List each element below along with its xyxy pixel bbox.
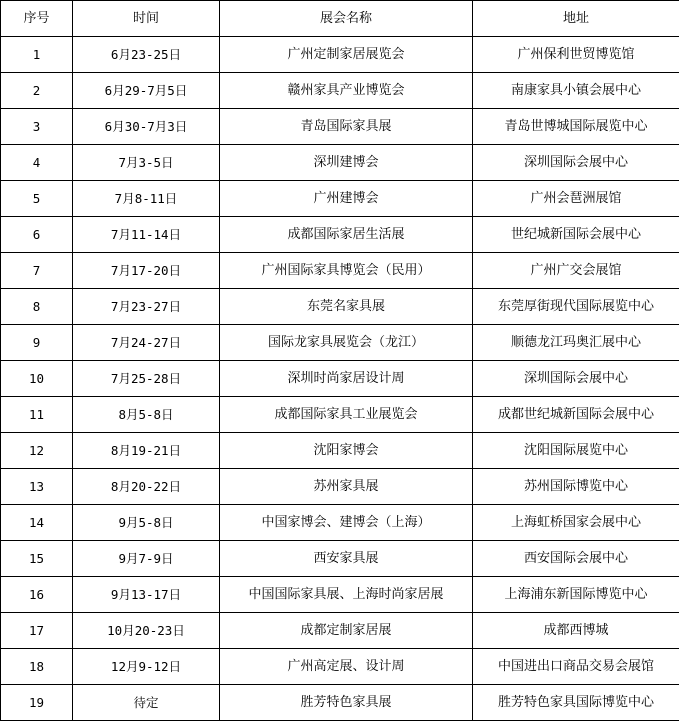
cell-date: 10月20-23日 (73, 613, 220, 649)
table-row (1, 289, 679, 325)
header-name: 展会名称 (220, 1, 473, 37)
cell-index: 8 (1, 289, 73, 325)
cell-address: 顺德龙江玛奥汇展中心 (473, 325, 679, 361)
cell-index: 1 (1, 37, 73, 73)
cell-name: 青岛国际家具展 (220, 109, 473, 145)
cell-index: 2 (1, 73, 73, 109)
cell-name: 广州国际家具博览会（民用） (220, 253, 473, 289)
cell-index: 6 (1, 217, 73, 253)
cell-index: 18 (1, 649, 73, 685)
cell-address: 南康家具小镇会展中心 (473, 73, 679, 109)
header-row (1, 1, 679, 37)
table-row (1, 685, 679, 721)
cell-address: 世纪城新国际会展中心 (473, 217, 679, 253)
cell-name: 广州建博会 (220, 181, 473, 217)
cell-date: 8月19-21日 (73, 433, 220, 469)
cell-index: 14 (1, 505, 73, 541)
cell-date: 12月9-12日 (73, 649, 220, 685)
cell-address: 广州保利世贸博览馆 (473, 37, 679, 73)
cell-index: 16 (1, 577, 73, 613)
cell-address: 中国进出口商品交易会展馆 (473, 649, 679, 685)
table-row (1, 505, 679, 541)
table-row (1, 145, 679, 181)
cell-name: 深圳时尚家居设计周 (220, 361, 473, 397)
cell-index: 3 (1, 109, 73, 145)
cell-name: 西安家具展 (220, 541, 473, 577)
cell-address: 成都西博城 (473, 613, 679, 649)
cell-index: 5 (1, 181, 73, 217)
table-row (1, 37, 679, 73)
cell-date: 7月23-27日 (73, 289, 220, 325)
cell-address: 深圳国际会展中心 (473, 145, 679, 181)
cell-index: 11 (1, 397, 73, 433)
cell-index: 10 (1, 361, 73, 397)
cell-name: 苏州家具展 (220, 469, 473, 505)
cell-address: 苏州国际博览中心 (473, 469, 679, 505)
cell-name: 中国国际家具展、上海时尚家居展 (220, 577, 473, 613)
table-row (1, 397, 679, 433)
cell-date: 7月25-28日 (73, 361, 220, 397)
cell-name: 广州定制家居展览会 (220, 37, 473, 73)
cell-name: 胜芳特色家具展 (220, 685, 473, 721)
cell-address: 深圳国际会展中心 (473, 361, 679, 397)
cell-index: 17 (1, 613, 73, 649)
cell-name: 国际龙家具展览会（龙江） (220, 325, 473, 361)
table-row (1, 433, 679, 469)
header-date: 时间 (73, 1, 220, 37)
cell-date: 9月7-9日 (73, 541, 220, 577)
cell-address: 上海浦东新国际博览中心 (473, 577, 679, 613)
cell-address: 成都世纪城新国际会展中心 (473, 397, 679, 433)
cell-address: 沈阳国际展览中心 (473, 433, 679, 469)
cell-address: 青岛世博城国际展览中心 (473, 109, 679, 145)
cell-index: 4 (1, 145, 73, 181)
table-row (1, 613, 679, 649)
cell-name: 成都定制家居展 (220, 613, 473, 649)
cell-date: 6月23-25日 (73, 37, 220, 73)
cell-index: 15 (1, 541, 73, 577)
cell-date: 6月30-7月3日 (73, 109, 220, 145)
cell-date: 8月20-22日 (73, 469, 220, 505)
table-row (1, 253, 679, 289)
cell-date: 7月17-20日 (73, 253, 220, 289)
cell-index: 9 (1, 325, 73, 361)
header-address: 地址 (473, 1, 679, 37)
cell-name: 东莞名家具展 (220, 289, 473, 325)
cell-address: 广州广交会展馆 (473, 253, 679, 289)
cell-address: 西安国际会展中心 (473, 541, 679, 577)
cell-index: 13 (1, 469, 73, 505)
cell-name: 成都国际家居生活展 (220, 217, 473, 253)
table-row (1, 361, 679, 397)
cell-address: 胜芳特色家具国际博览中心 (473, 685, 679, 721)
cell-name: 成都国际家具工业展览会 (220, 397, 473, 433)
table-row (1, 541, 679, 577)
cell-date: 7月24-27日 (73, 325, 220, 361)
table-row (1, 109, 679, 145)
cell-date: 9月5-8日 (73, 505, 220, 541)
cell-date: 8月5-8日 (73, 397, 220, 433)
cell-address: 广州会琶洲展馆 (473, 181, 679, 217)
cell-name: 深圳建博会 (220, 145, 473, 181)
table-row (1, 649, 679, 685)
cell-index: 12 (1, 433, 73, 469)
cell-index: 19 (1, 685, 73, 721)
cell-name: 广州高定展、设计周 (220, 649, 473, 685)
cell-address: 东莞厚街现代国际展览中心 (473, 289, 679, 325)
header-index: 序号 (1, 1, 73, 37)
cell-date: 7月8-11日 (73, 181, 220, 217)
cell-name: 赣州家具产业博览会 (220, 73, 473, 109)
cell-date: 待定 (73, 685, 220, 721)
table-row (1, 181, 679, 217)
cell-name: 中国家博会、建博会（上海） (220, 505, 473, 541)
cell-date: 7月11-14日 (73, 217, 220, 253)
table-row (1, 577, 679, 613)
table-row (1, 217, 679, 253)
cell-date: 6月29-7月5日 (73, 73, 220, 109)
cell-date: 9月13-17日 (73, 577, 220, 613)
table-row (1, 73, 679, 109)
cell-index: 7 (1, 253, 73, 289)
table-row (1, 325, 679, 361)
cell-date: 7月3-5日 (73, 145, 220, 181)
cell-name: 沈阳家博会 (220, 433, 473, 469)
cell-address: 上海虹桥国家会展中心 (473, 505, 679, 541)
table-row (1, 469, 679, 505)
